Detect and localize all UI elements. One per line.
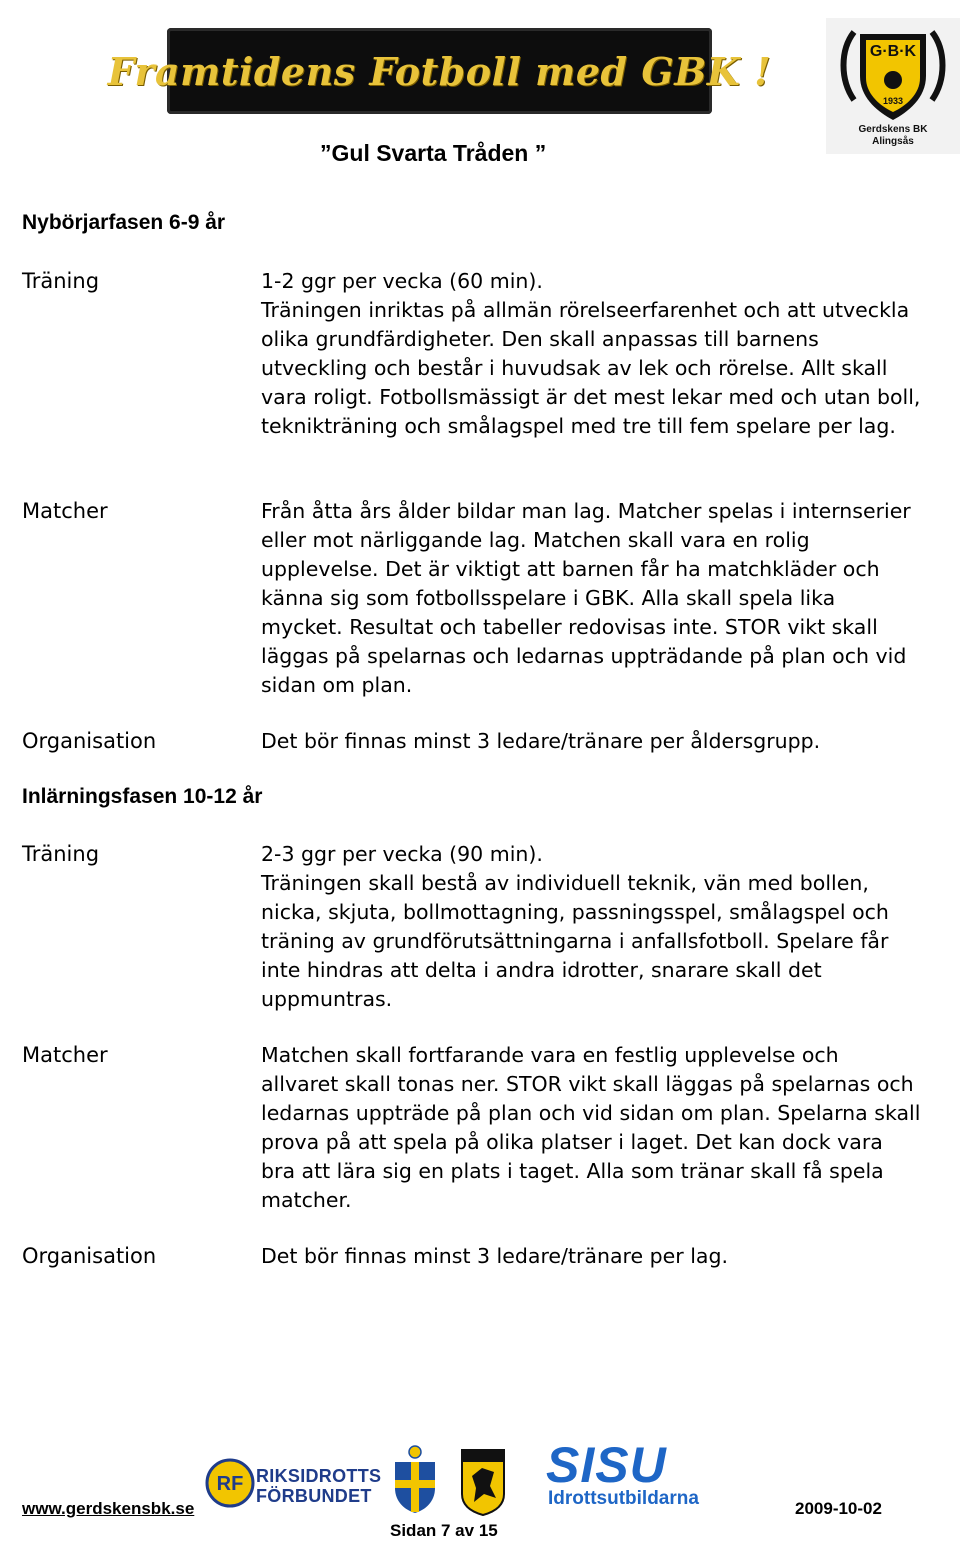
row-text: Från åtta års ålder bildar man lag. Matcher spelas i internserier eller mot närliggande lag. Matchen skall vara en rolig upplevelse. Det är viktigt att barnen får ha matchkläder och känna sig som fotbollsspelare i GBK. Alla skall spela lika mycket. Resultat och tabeller redovisas inte. STOR vikt skall läggas på spelarnas och ledarnas uppträdande på plan och vid sidan om plan. — [261, 499, 911, 697]
vastergotlands-fotbollforbund-shield-icon — [460, 1446, 506, 1516]
row-text: Det bör finnas minst 3 ledare/tränare per lag. — [261, 1244, 728, 1268]
svg-text:G·B·K: G·B·K — [869, 43, 917, 60]
crest-caption: Gerdskens BK Alingsås — [858, 124, 928, 147]
row-label: Matcher — [22, 1043, 108, 1067]
page-number: Sidan 7 av 15 — [390, 1521, 498, 1540]
club-crest-icon — [836, 20, 950, 124]
section-heading: Nybörjarfasen 6-9 år — [22, 211, 226, 234]
website-link[interactable]: www.gerdskensbk.se — [22, 1499, 195, 1518]
row-text: 2-3 ggr per vecka (90 min). Träningen skall bestå av individuell teknik, vän med bollen, nicka, skjuta, bollmottagning, passningsspel, smålagspel och träning av grundförutsättningarna i anfallsfotboll. Spelare får inte hindras att delta i andra idrotter, snarare skall det uppmuntras. — [261, 842, 889, 1011]
header-banner — [107, 28, 772, 114]
riksidrottsforbundet-text: RIKSIDROTTS FÖRBUNDET — [256, 1466, 382, 1506]
sisu-subtitle: Idrottsutbildarna — [548, 1488, 699, 1509]
banner-text: Framtidens Fotboll med GBK ! — [107, 48, 772, 94]
row-label: Träning — [22, 842, 100, 866]
riksidrottsforbundet-logo-icon — [205, 1458, 255, 1508]
row-label: Träning — [22, 269, 100, 293]
row-text: Det bör finnas minst 3 ledare/tränare per åldersgrupp. — [261, 729, 821, 753]
row-label: Matcher — [22, 499, 108, 523]
row-text: 1-2 ggr per vecka (60 min). Träningen inriktas på allmän rörelseerfarenhet och att utveckla olika grundfärdigheter. Den skall anpassas till barnens utveckling och består i huvudsak av lek och rörelse. Allt skall vara roligt. Fotbollsmässigt är det mest lekar med och utan boll, teknikträning och smålagspel med tre till fem spelare per lag. — [261, 269, 921, 438]
sisu-logo-text: SISU — [546, 1437, 667, 1493]
row-text: Matchen skall fortfarande vara en festlig upplevelse och allvaret skall tonas ner. STOR vikt skall läggas på spelarnas och ledarnas uppträde på plan och vid sidan om plan. Spelarna skall prova på att spela på olika platser i laget. Det kan dock vara bra att lära sig en plats i taget. Alla som tränar skall få spela matcher. — [261, 1043, 921, 1212]
document-title: ”Gul Svarta Tråden ” — [320, 140, 547, 166]
row-label: Organisation — [22, 1244, 157, 1268]
club-crest — [826, 18, 960, 154]
svff-shield-icon — [392, 1444, 438, 1514]
svg-text:1933: 1933 — [882, 96, 904, 106]
document-date: 2009-10-02 — [795, 1499, 882, 1518]
row-label: Organisation — [22, 729, 157, 753]
svg-text:RF: RF — [216, 1473, 244, 1495]
section-heading: Inlärningsfasen 10-12 år — [22, 785, 263, 808]
